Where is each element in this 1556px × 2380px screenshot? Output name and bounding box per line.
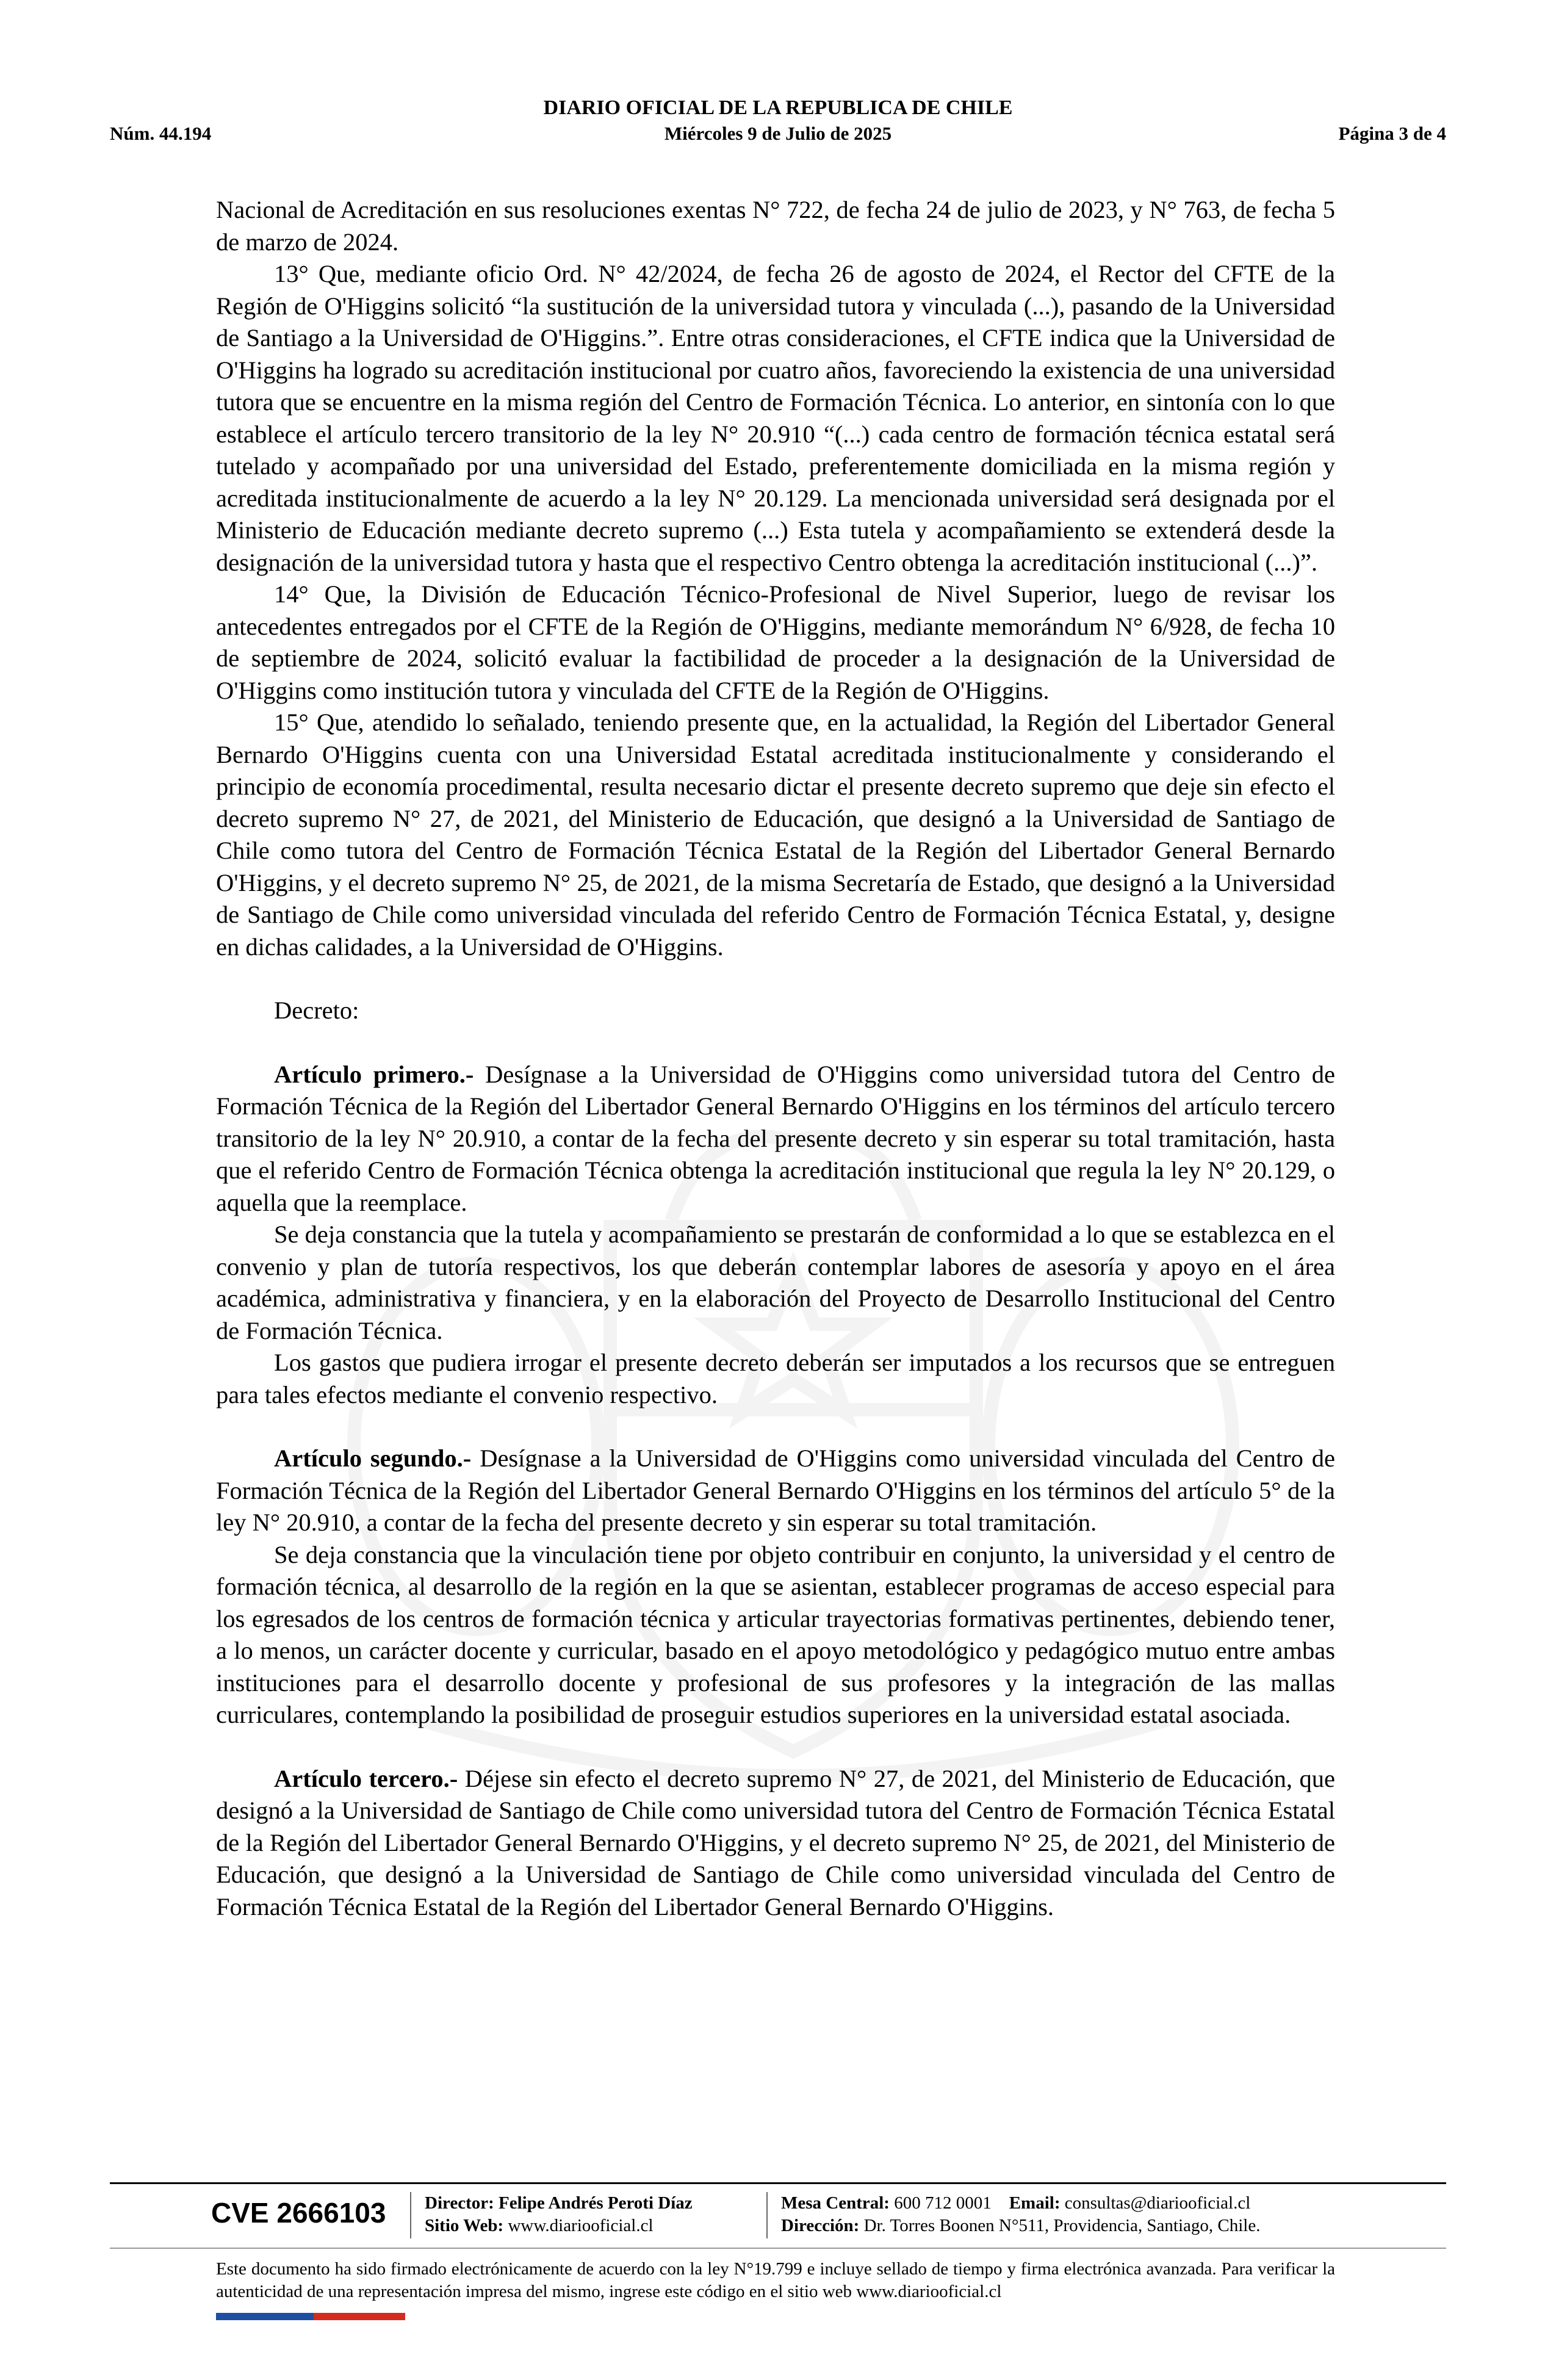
articulo-tercero-text: Déjese sin efecto el decreto supremo N° 27, de 2021, del Ministerio de Educación, que designó a la Universidad de Santiago de Chile como universidad tutora del Centro de Formación Técnica Estatal de la Región del Libertador General Bernardo O'Higgins, y el decreto supremo N° 25, de 2021, del Ministerio de Educación, que designó a la Universidad de Santiago de Chile como universidad vinculada del Centro de Formación Técnica Estatal de la Región del Libertador General Bernardo O'Higgins. (216, 1764, 1336, 1920)
articulo-segundo-paragraph-2: Se deja constancia que la vinculación tiene por objeto contribuir en conjunto, la universidad y el centro de formación técnica, al desarrollo de la región en la que se asientan, establecer programas de acceso especial para los egresados de los centros de formación técnica y articular trayectorias formativas pertinentes, debiendo tener, a lo menos, un carácter docente y curricular, basado en el apoyo metodológico y pedagógico mutuo entre ambas instituciones para el desarrollo docente y profesional de sus profesores y la integración de las mallas curriculares, contemplando la posibilidad de proseguir estudios superiores en la universidad estatal asociada. (216, 1540, 1335, 1728)
considerando-15: 15° Que, atendido lo señalado, teniendo presente que, en la actualidad, la Región del Libertador General Bernardo O'Higgins cuenta con una Universidad Estatal acreditada institucionalmente y considerando el principio de economía procedimental, resulta necesario dictar el presente decreto supremo que deje sin efecto el decreto supremo N° 27, de 2021, del Ministerio de Educación, que designó a la Universidad de Santiago de Chile como tutora del Centro de Formación Técnica Estatal de la Región del Libertador General Bernardo O'Higgins, y el decreto supremo N° 25, de 2021, de la misma Secretaría de Estado, que designó a la Universidad de Santiago de Chile como universidad vinculada del referido Centro de Formación Técnica Estatal, y, designe en dichas calidades, a la Universidad de O'Higgins. (216, 709, 1335, 961)
footer-separator (766, 2192, 768, 2238)
email-label: Email: (1009, 2193, 1061, 2213)
email-link[interactable]: consultas@diariooficial.cl (1060, 2193, 1251, 2213)
articulo-tercero-title: Artículo tercero.- (274, 1764, 458, 1792)
decreto-heading: Decreto: (274, 997, 359, 1024)
legal-notice: Este documento ha sido firmado electrónicamente de acuerdo con la ley N°19.799 e incluye sellado de tiempo y firma electrónica avanzada. Para verificar la autenticidad de una representación impresa del mismo, ingrese este código en el sitio web www.diariooficial.cl (216, 2259, 1335, 2301)
cve-code: CVE 2666103 (211, 2197, 386, 2229)
page-number: Página 3 de 4 (1338, 123, 1446, 144)
footer-divider-secondary (110, 2248, 1446, 2249)
articulo-primero-title: Artículo primero.- (274, 1060, 474, 1088)
footer-divider (110, 2182, 1446, 2184)
newspaper-title: DIARIO OFICIAL DE LA REPUBLICA DE CHILE (543, 96, 1013, 119)
phone-number: 600 712 0001 (889, 2193, 992, 2213)
articulo-primero-paragraph-3: Los gastos que pudiera irrogar el presente decreto deberán ser imputados a los recursos que se entreguen para tales efectos mediante el convenio respectivo. (216, 1349, 1335, 1408)
page-header (110, 95, 1446, 150)
articulo-segundo-text: Desígnase a la Universidad de O'Higgins como universidad vinculada del Centro de Formación Técnica de la Región del Libertador General Bernardo O'Higgins en los términos del artículo 5° de la ley N° 20.910, a contar de la fecha del presente decreto y sin esperar su total tramitación. (216, 1444, 1336, 1536)
articulo-primero (216, 1059, 1335, 1219)
director-label: Director: (425, 2193, 494, 2213)
flag-stripe-red (314, 2313, 405, 2320)
articulo-segundo (216, 1443, 1335, 1539)
director-name: Felipe Andrés Peroti Díaz (494, 2193, 693, 2213)
considerando-13: 13° Que, mediante oficio Ord. N° 42/2024, de fecha 26 de agosto de 2024, el Rector del CFTE de la Región de O'Higgins solicitó “la sustitución de la universidad tutora y vinculada (...), pasando de la Universidad de Santiago a la Universidad de O'Higgins.”. Entre otras consideraciones, el CFTE indica que la Universidad de O'Higgins ha logrado su acreditación institucional por cuatro años, favoreciendo la existencia de una universidad tutora que se encuentre en la misma región del Centro de Formación Técnica. Lo anterior, en sintonía con lo que establece el artículo tercero transitorio de la ley N° 20.910 “(...) cada centro de formación técnica estatal será tutelado y acompañado por una universidad del Estado, preferentemente domiciliada en la misma región y acreditada institucionalmente de acuerdo a la ley N° 20.129. La mencionada universidad será designada por el Ministerio de Educación mediante decreto supremo (...) Esta tutela y acompañamiento se extenderá desde la designación de la universidad tutora y hasta que el respectivo Centro obtenga la acreditación institucional (...)”. (216, 260, 1335, 576)
website-link[interactable]: www.diariooficial.cl (503, 2216, 654, 2235)
issue-date: Miércoles 9 de Julio de 2025 (664, 123, 892, 144)
articulo-tercero (216, 1763, 1335, 1924)
address-label: Dirección: (781, 2216, 860, 2235)
address-text: Dr. Torres Boonen N°511, Providencia, Santiago, Chile. (859, 2216, 1261, 2235)
footer-contact-block (781, 2192, 1260, 2237)
articulo-segundo-title: Artículo segundo.- (274, 1444, 472, 1472)
footer-director-block (425, 2192, 693, 2237)
phone-label: Mesa Central: (781, 2193, 890, 2213)
footer-separator (410, 2192, 411, 2238)
articulo-primero-text: Desígnase a la Universidad de O'Higgins como universidad tutora del Centro de Formación Técnica de la Región del Libertador General Bernardo O'Higgins en los términos del artículo tercero transitorio de la ley N° 20.910, a contar de la fecha del presente decreto y sin esperar su total tramitación, hasta que el referido Centro de Formación Técnica obtenga la acreditación institucional que regula la ley N° 20.129, o aquella que la reemplace. (216, 1060, 1335, 1216)
flag-stripe-blue (216, 2313, 314, 2320)
considerando-14: 14° Que, la División de Educación Técnico-Profesional de Nivel Superior, luego de revisar los antecedentes entregados por el CFTE de la Región de O'Higgins, mediante memorándum N° 6/928, de fecha 10 de septiembre de 2024, solicitó evaluar la factibilidad de proceder a la designación de la Universidad de O'Higgins como institución tutora y vinculada del CFTE de la Región de O'Higgins. (216, 580, 1335, 704)
issue-number: Núm. 44.194 (110, 123, 212, 144)
page-footer (110, 2192, 1446, 2241)
paragraph-continuation: Nacional de Acreditación en sus resoluciones exentas N° 722, de fecha 24 de julio de 2023, y N° 763, de fecha 5 de marzo de 2024. (216, 196, 1335, 256)
articulo-primero-paragraph-2: Se deja constancia que la tutela y acompañamiento se prestarán de conformidad a lo que se establezca en el convenio y plan de tutoría respectivos, los que deberán contemplar labores de asesoría y apoyo en el área académica, administrativa y financiera, y en la elaboración del Proyecto de Desarrollo Institucional del Centro de Formación Técnica. (216, 1221, 1335, 1344)
document-body (216, 194, 1335, 1923)
website-label: Sitio Web: (425, 2216, 504, 2235)
